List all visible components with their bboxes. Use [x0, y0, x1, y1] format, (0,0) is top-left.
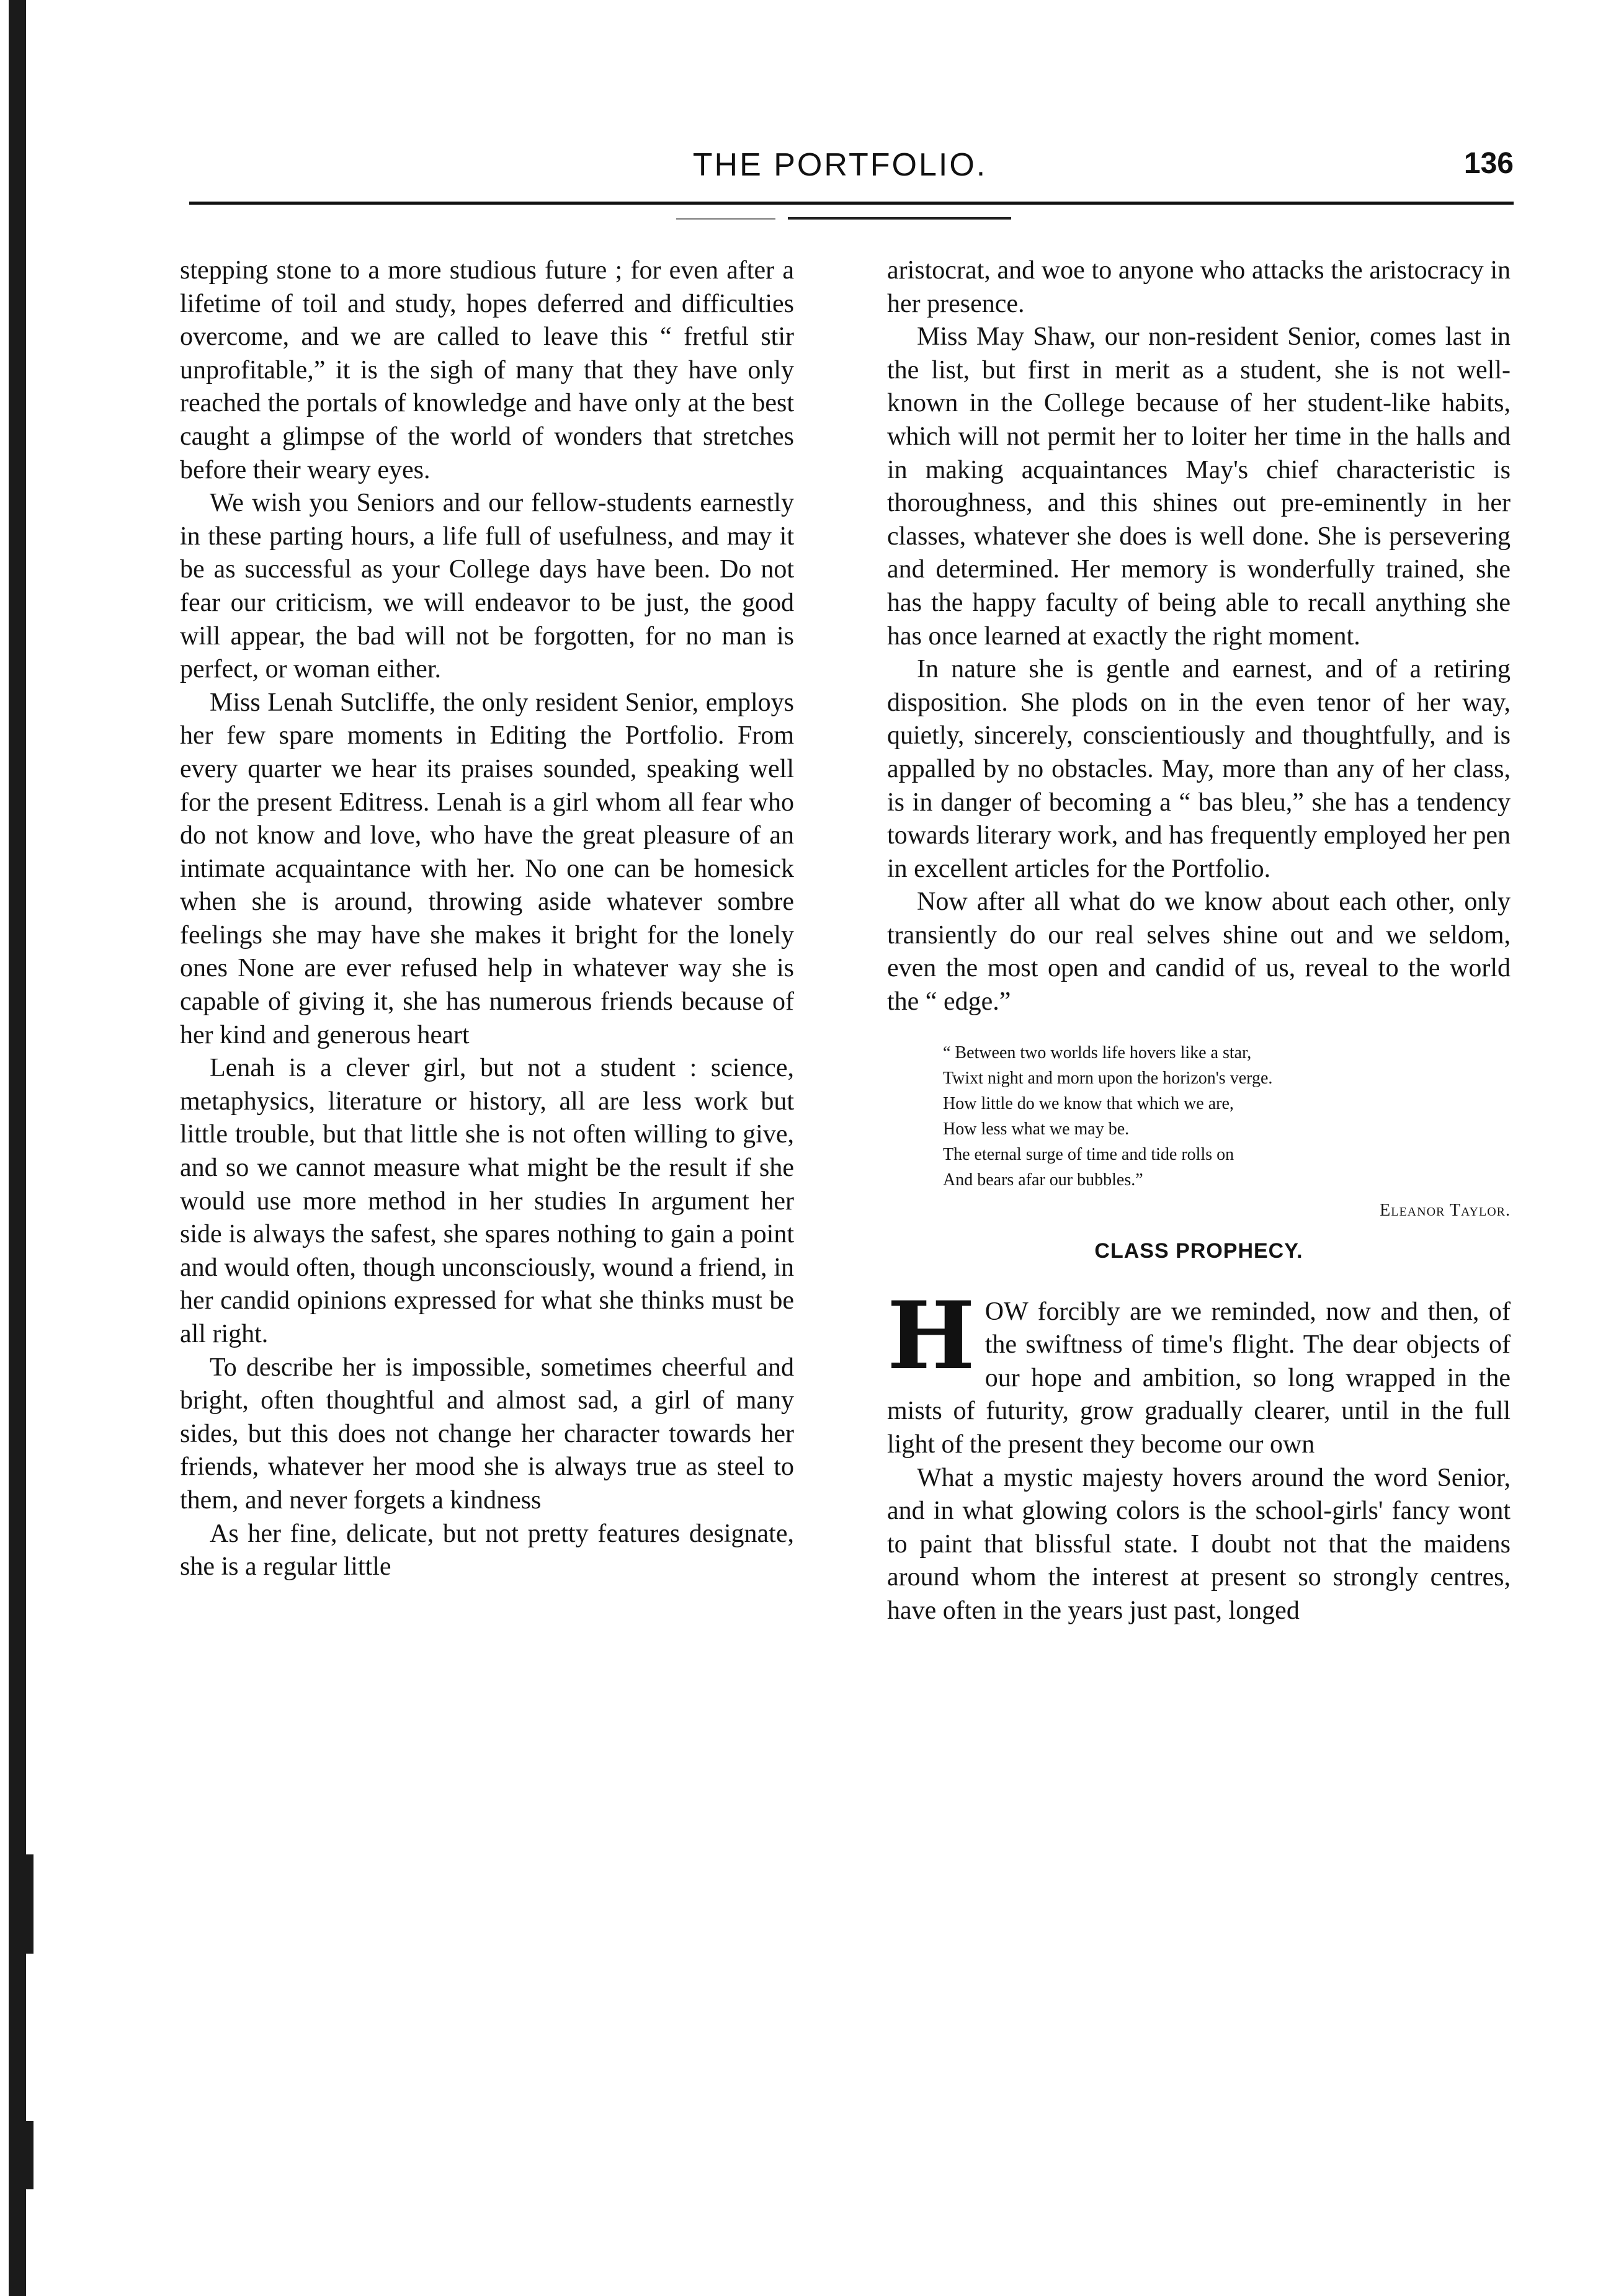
paragraph: aristocrat, and woe to anyone who attacks the aristocracy in her presence. [887, 256, 1511, 318]
left-column [180, 254, 794, 1584]
header-subrule [788, 217, 1011, 220]
opening-paragraph-text: OW forcibly are we reminded, now and then, of the swiftness of time's flight. The dear objects of our hope and ambition, so long wrapped in the mists of futurity, grow gradually clearer, until in the full light of the present they become our own [887, 1297, 1511, 1459]
drop-cap: H [887, 1281, 975, 1391]
poem-line: Twixt night and morn upon the horizon's verge. [943, 1068, 1273, 1088]
poem-line: How little do we know that which we are, [943, 1093, 1234, 1113]
poem-attribution: Eleanor Taylor. [1380, 1200, 1511, 1220]
opening-paragraph [887, 1281, 1511, 1462]
poem-line: And bears afar our bubbles.” [943, 1170, 1143, 1190]
right-column [887, 254, 1511, 1628]
paragraph: Miss May Shaw, our non-resident Senior, comes last in the list, but first in merit as a student, she is not well-known in the College because of her student-like habits, which will not permit her to loiter her time in the halls and in making acquaintances May's chief characteristic is thoroughness, and this shines out pre-eminently in her classes, whatever she does is well done. She is persevering and determined. Her memory is wonderfully trained, she has the happy faculty of being able to recall anything she has once learned at exactly the right moment. [887, 323, 1511, 651]
paragraph: In nature she is gentle and earnest, and of a retiring disposition. She plods on in the even tenor of her way, quietly, sincerely, conscientiously and thoughtfully, and is appalled by no obstacles. May, more than any of her class, is in danger of becoming a “ bas bleu,” she has a tendency towards literary work, and has frequently employed her pen in excellent articles for the Portfolio. [887, 655, 1511, 883]
paragraph: As her fine, delicate, but not pretty features designate, she is a regular little [180, 1519, 794, 1582]
header-subrule [676, 218, 775, 220]
page-binding-edge [9, 0, 26, 2296]
header-rule [189, 202, 1514, 205]
section-heading: CLASS PROPHECY. [1094, 1239, 1303, 1263]
paragraph: To describe her is impossible, sometimes cheerful and bright, often thoughtful and almost sad, a girl of many sides, but this does not change her character towards her friends, whatever her mood she is always true as steel to them, and never forgets a kindness [180, 1353, 794, 1515]
paragraph: Now after all what do we know about each other, only transiently do our real selves shine out and we seldom, even the most open and candid of us, reveal to the world the “ edge.” [887, 888, 1511, 1017]
poem-line: “ Between two worlds life hovers like a star, [943, 1043, 1252, 1062]
poem-line: How less what we may be. [943, 1119, 1130, 1139]
poem-quote [943, 1040, 1511, 1223]
binding-mark [25, 2121, 33, 2189]
paragraph: stepping stone to a more studious future ; for even after a lifetime of toil and study, hopes deferred and difficulties overcome, and we are called to leave this “ fretful stir unprofitable,” it is the sigh of many that they have only reached the portals of knowledge and have only at the best caught a glimpse of the world of wonders that stretches before their weary eyes. [180, 256, 794, 484]
poem-line: The eternal surge of time and tide rolls on [943, 1144, 1234, 1164]
page-number: 136 [1463, 147, 1514, 180]
paragraph: Lenah is a clever girl, but not a student : science, metaphysics, literature or history, all are less work but little trouble, but that little she is not often willing to give, and so we cannot measure what might be the result if she would use more method in her studies In argument her side is always the safest, she spares nothing to gain a point and would often, though unconsciously, wound a friend, in her candid opinions expressed for what she thinks must be all right. [180, 1054, 794, 1348]
paragraph: What a mystic majesty hovers around the word Senior, and in what glowing colors is the school-girls' fancy wont to paint that blissful state. I doubt not that the maidens around whom the interest at present so strongly centres, have often in the years just past, longed [887, 1463, 1511, 1625]
paragraph: We wish you Seniors and our fellow-students earnestly in these parting hours, a life full of usefulness, and may it be as successful as your College days have been. Do not fear our criticism, we will endeavor to be just, the good will appear, the bad will not be forgotten, for no man is perfect, or woman either. [180, 489, 794, 684]
page-header-title: THE PORTFOLIO. [692, 147, 988, 183]
paragraph: Miss Lenah Sutcliffe, the only resident Senior, employs her few spare moments in Editing the Portfolio. From every quarter we hear its praises sounded, speaking well for the present Editress. Lenah is a girl whom all fear who do not know and love, who have the great pleasure of an intimate acquaintance with her. No one can be homesick when she is around, throwing aside whatever sombre feelings she may have she makes it bright for the lonely ones None are ever refused help in whatever way she is capable of giving it, she has numerous friends because of her kind and generous heart [180, 688, 794, 1049]
binding-mark [25, 1854, 33, 1954]
